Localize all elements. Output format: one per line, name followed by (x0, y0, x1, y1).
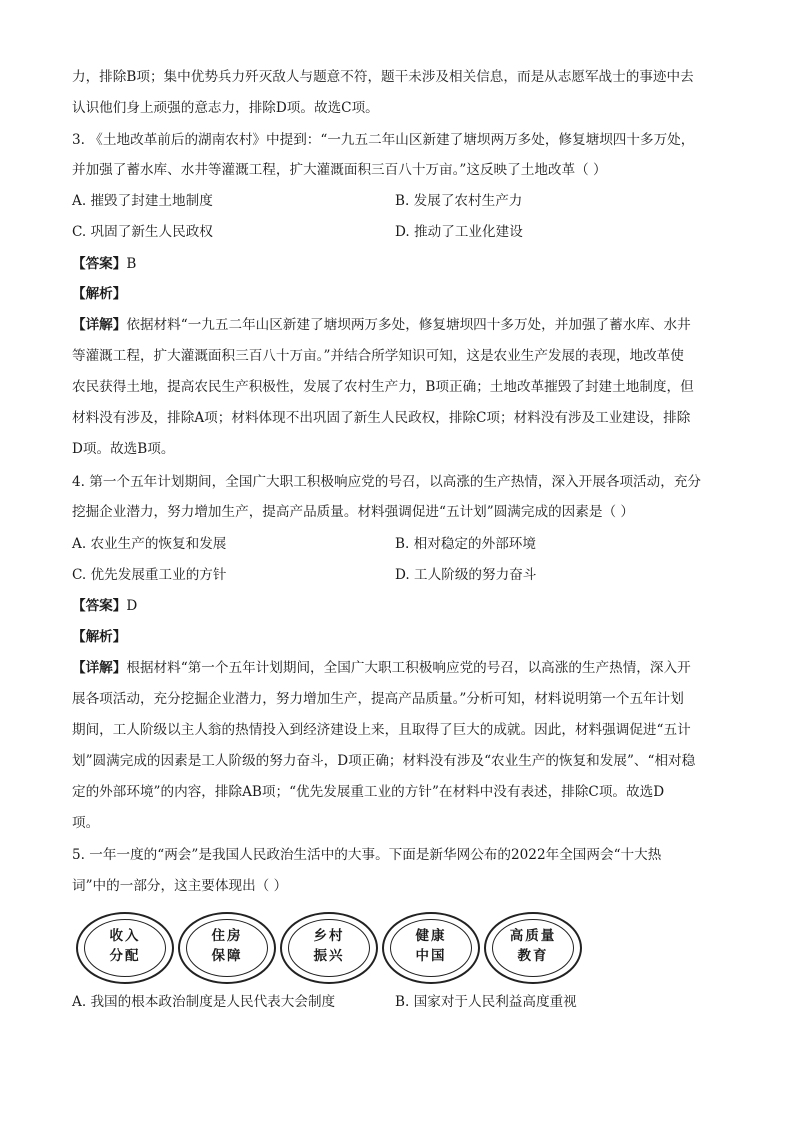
hot-word-text (486, 926, 580, 966)
q4-option-a: A. 农业生产的恢复和发展 (72, 536, 227, 552)
hot-word-circle (382, 912, 480, 984)
text-line: 力，排除B项；集中优势兵力歼灭敌人与题意不符，题干未涉及相关信息，而是从志愿军战士的事迹中去 (72, 69, 694, 85)
detail-tag: 【详解】 (72, 660, 127, 676)
q3-option-b: B. 发展了农村生产力 (395, 193, 523, 209)
q3-option-d: D. 推动了工业化建设 (395, 224, 523, 240)
answer-tag: 【答案】 (72, 598, 127, 614)
hot-word-line: 住房 (211, 928, 243, 944)
q3-stem-line: 3. 《土地改革前后的湖南农村》中提到：“一九五二年山区新建了塘坝两万多处，修复塘坝四十多万处， (72, 132, 695, 148)
q3-detail-line: D项。故选B项。 (72, 441, 175, 457)
hot-word-line: 振兴 (313, 948, 345, 964)
text-line: 认识他们身上顽强的意志力，排除D项。故选C项。 (72, 100, 379, 116)
q4-option-b: B. 相对稳定的外部环境 (395, 536, 536, 552)
hot-word-text (384, 926, 478, 966)
q4-detail-line: 期间，工人阶级以主人翁的热情投入到经济建设上来，且取得了巨大的成就。因此，材料强调促进“五计 (72, 722, 691, 738)
hot-word-line: 教育 (517, 948, 549, 964)
q3-answer (72, 254, 722, 274)
hot-word-line: 中国 (415, 948, 447, 964)
detail-text: 根据材料“第一个五年计划期间，全国广大职工积极响应党的号召，以高涨的生产热情，深入开 (126, 660, 691, 676)
hot-word-text (282, 926, 376, 966)
hot-word-circle (178, 912, 276, 984)
analysis-tag: 【解析】 (72, 629, 127, 645)
detail-text: 依据材料“一九五二年山区新建了塘坝两万多处，修复塘坝四十多万处，并加强了蓄水库、水井 (126, 317, 691, 333)
q5-option-a: A. 我国的根本政治制度是人民代表大会制度 (72, 994, 336, 1010)
hot-word-line: 分配 (109, 948, 141, 964)
q5-stem-line: 5. 一年一度的“两会”是我国人民政治生活中的大事。下面是新华网公布的2022年全国两会“十大热 (72, 847, 662, 863)
q4-stem-line: 4. 第一个五年计划期间，全国广大职工积极响应党的号召，以高涨的生产热情，深入开展各项活动，充分 (72, 474, 702, 490)
hot-word-line: 乡村 (313, 928, 345, 944)
answer-value: D (126, 598, 138, 614)
q3-detail-line: 材料没有涉及，排除A项；材料体现不出巩固了新生人民政权，排除C项；材料没有涉及工业建设，排除 (72, 410, 691, 426)
hot-word-text (180, 926, 274, 966)
q4-detail-line: 定的外部环境”的内容，排除AB项；“优先发展重工业的方针”在材料中没有表述，排除C项。故选D (72, 784, 665, 800)
q4-stem-line: 挖掘企业潜力，努力增加生产，提高产品质量。材料强调促进“五计划”圆满完成的因素是（ ） (72, 504, 634, 520)
q3-stem-line: 并加强了蓄水库、水井等灌溉工程，扩大灌溉面积三百八十万亩。”这反映了土地改革（ ） (72, 162, 607, 178)
q3-option-a: A. 摧毁了封建土地制度 (72, 193, 213, 209)
hot-word-line: 健康 (415, 928, 447, 944)
hot-word-circle (76, 912, 174, 984)
q4-option-c: C. 优先发展重工业的方针 (72, 567, 227, 583)
q5-stem-line: 词”中的一部分，这主要体现出（ ） (72, 878, 288, 894)
hot-word-circle (280, 912, 378, 984)
q3-option-c: C. 巩固了新生人民政权 (72, 224, 213, 240)
q4-option-d: D. 工人阶级的努力奋斗 (395, 567, 537, 583)
hot-word-text (78, 926, 172, 966)
q5-option-b: B. 国家对于人民利益高度重视 (395, 994, 577, 1010)
analysis-tag: 【解析】 (72, 286, 127, 302)
q3-analysis-tag (72, 284, 722, 304)
q3-detail-line: 农民获得土地，提高农民生产积极性，发展了农村生产力，B项正确；土地改革摧毁了封建土地制度，但 (72, 379, 694, 395)
detail-tag: 【详解】 (72, 317, 127, 333)
q4-detail-line: 展各项活动，充分挖掘企业潜力，努力增加生产，提高产品质量。”分析可知，材料说明第一个五年计划 (72, 691, 684, 707)
hot-word-line: 高质量 (509, 928, 557, 944)
q4-analysis-tag (72, 627, 722, 647)
q3-detail-line (72, 315, 722, 335)
q4-detail-line (72, 658, 722, 678)
hot-word-line: 保障 (211, 948, 243, 964)
hot-words-figure (72, 912, 592, 992)
q4-detail-line: 划”圆满完成的因素是工人阶级的努力奋斗，D项正确；材料没有涉及“农业生产的恢复和发展”、“相对稳 (72, 753, 696, 769)
q4-answer (72, 596, 722, 616)
hot-word-circle (484, 912, 582, 984)
hot-word-line: 收入 (109, 928, 141, 944)
q3-detail-line: 等灌溉工程，扩大灌溉面积三百八十万亩。”并结合所学知识可知，这是农业生产发展的表现，地改革使 (72, 348, 684, 364)
answer-tag: 【答案】 (72, 256, 127, 272)
q4-detail-line: 项。 (72, 815, 100, 831)
answer-value: B (126, 256, 137, 272)
